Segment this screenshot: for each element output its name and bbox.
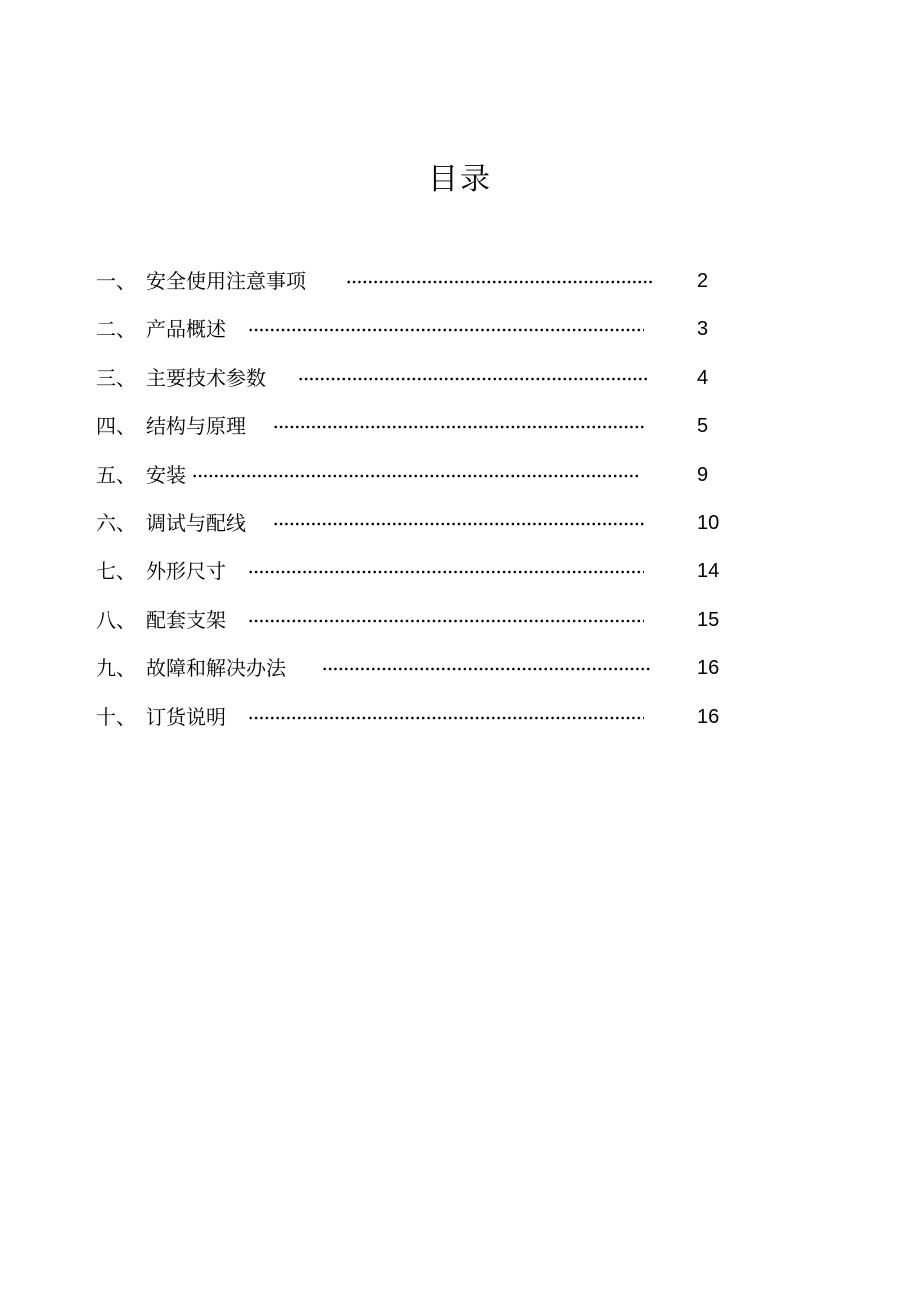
toc-entry-page: 14 [697, 560, 720, 583]
toc-entry [0, 548, 920, 596]
toc-title: 目录 [428, 162, 492, 197]
toc-entry [0, 597, 920, 645]
toc-dot-leader [192, 474, 638, 478]
toc-entry [0, 306, 920, 354]
toc-entry-page: 9 [697, 463, 709, 486]
toc-dot-leader [346, 280, 654, 284]
toc-dot-leader [298, 377, 649, 381]
toc-dot-leader [273, 425, 646, 429]
toc-entry-number: 二、 [96, 317, 136, 342]
toc-entry-number: 一、 [96, 269, 136, 293]
toc-entry [0, 258, 920, 306]
toc-entry-label: 调试与配线 [146, 510, 246, 535]
toc-entry-page: 16 [697, 657, 720, 680]
toc-entry-label: 配套支架 [146, 607, 226, 632]
toc-entry-page: 10 [697, 511, 720, 534]
toc-entry-label: 安装 [146, 462, 186, 487]
toc-entry-page: 16 [697, 705, 720, 728]
toc-entry-label: 安全使用注意事项 [146, 269, 306, 293]
toc-dot-leader [248, 716, 644, 720]
toc-entry [0, 645, 920, 693]
toc-entry [0, 500, 920, 548]
toc-entry-label: 故障和解决办法 [146, 656, 286, 681]
toc-dot-leader [273, 522, 646, 526]
toc-entry-number: 十、 [96, 704, 136, 729]
toc-entry [0, 694, 920, 742]
toc-entry-page: 4 [697, 366, 709, 389]
toc-list [0, 258, 920, 742]
toc-entry-page: 3 [697, 318, 709, 341]
toc-entry-label: 主要技术参数 [146, 365, 266, 390]
toc-dot-leader [248, 619, 644, 623]
toc-dot-leader [248, 328, 644, 332]
toc-entry-number: 四、 [96, 414, 136, 439]
toc-entry-number: 九、 [96, 656, 136, 681]
toc-entry-number: 八、 [96, 607, 136, 632]
toc-entry-number: 六、 [96, 510, 136, 535]
toc-entry [0, 452, 920, 500]
toc-entry-label: 外形尺寸 [146, 559, 226, 584]
toc-dot-leader [248, 570, 644, 574]
toc-entry [0, 355, 920, 403]
toc-entry-label: 产品概述 [146, 317, 226, 342]
toc-entry [0, 403, 920, 451]
toc-entry-label: 结构与原理 [146, 414, 246, 439]
toc-entry-label: 订货说明 [146, 704, 226, 729]
toc-entry-number: 七、 [96, 559, 136, 584]
toc-entry-number: 五、 [96, 462, 136, 487]
toc-dot-leader [322, 667, 652, 671]
toc-entry-page: 2 [697, 270, 709, 292]
toc-entry-page: 15 [697, 608, 720, 631]
toc-entry-number: 三、 [96, 365, 136, 390]
toc-entry-page: 5 [697, 415, 709, 438]
